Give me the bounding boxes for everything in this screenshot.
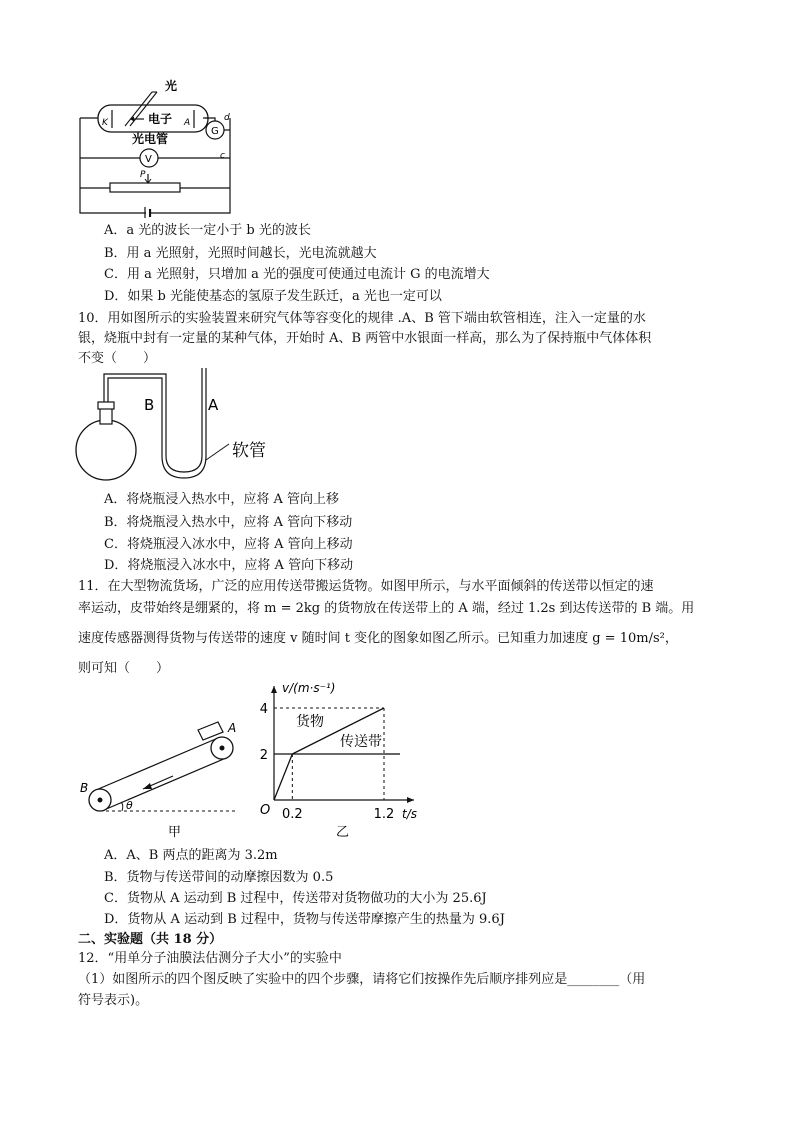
y-tick-4: 4 [259,702,268,717]
q11-option-a: A．A、B 两点的距离为 3.2m [104,848,278,863]
cathode-k-label: K [102,118,108,128]
q9-option-c: C．用 a 光照射，只增加 a 光的强度可使通过电流计 G 的电流增大 [104,267,490,282]
velocity-time-chart [252,680,422,840]
x-axis-label: t/s [402,807,417,821]
p-label: P [140,170,146,180]
theta-label: θ [126,799,133,812]
x-tick-0.2: 0.2 [281,807,303,822]
q10-option-c: C．将烧瓶浸入冰水中，应将 A 管向上移动 [104,537,353,552]
q10-option-d: D．将烧瓶浸入冰水中，应将 A 管向下移动 [104,558,354,573]
y-axis-label: v/(m·s⁻¹) [282,681,336,695]
q11-stem-line-4: 则可知（ ） [78,661,170,676]
hose-label: 软管 [232,441,266,461]
belt-caption: 甲 [168,825,182,840]
section2-heading: 二、实验题（共 18 分） [78,932,223,947]
q10-option-a: A．将烧瓶浸入热水中，应将 A 管向上移 [104,492,340,507]
chart-series [274,708,400,800]
d-label: d [224,113,230,123]
anode-a-label: A [184,118,191,128]
q9-option-b: B．用 a 光照射，光照时间越长，光电流就越大 [104,246,377,261]
belt-a-label: A [228,721,237,735]
light-label: 光 [165,79,178,93]
graph-caption: 乙 [336,825,350,840]
belt-series-label: 传送带 [340,734,382,750]
flask [76,420,136,480]
q11-stem-line-2: 率运动，皮带始终是绷紧的，将 m = 2kg 的货物放在传送带上的 A 端，经过 1.2s 到达传送带的 B 端。用 [78,601,695,616]
q12-part1-line-2: 符号表示)。 [78,993,149,1008]
tube-b-label: B [144,396,155,414]
conveyor-belt-figure [78,712,248,840]
q9-option-a: A．a 光的波长一定小于 b 光的波长 [104,223,311,238]
tube-label: 光电管 [132,132,169,146]
q11-option-d: D．货物从 A 运动到 B 过程中，货物与传送带摩擦产生的热量为 9.6J [104,912,505,927]
y-tick-2: 2 [259,748,268,763]
q10-stem-line-3: 不变（ ） [78,351,157,366]
rheostat [110,183,180,192]
q10-option-b: B．将烧瓶浸入热水中，应将 A 管向下移动 [104,515,353,530]
tube-a-label: A [208,396,219,414]
c-label: c [220,151,225,161]
q10-stem-line-2: 银，烧瓶中封有一定量的某种气体，开始时 A、B 两管中水银面一样高，那么为了保持瓶中气体体积 [78,331,652,346]
photoelectric-circuit-figure [70,78,240,218]
q9-option-d: D．如果 b 光能使基态的氢原子发生跃迁，a 光也一定可以 [104,289,442,304]
q12-title: 12．“用单分子油膜法估测分子大小”的实验中 [78,951,342,966]
q11-option-c: C．货物从 A 运动到 B 过程中，传送带对货物做功的大小为 25.6J [104,891,487,906]
flask-u-tube-figure [74,368,274,486]
q11-stem-line-1: 11．在大型物流货场，广泛的应用传送带搬运货物。如图甲所示，与水平面倾斜的传送带以恒定的速 [78,579,654,594]
q11-stem-line-3: 速度传感器测得货物与传送带的速度 v 随时间 t 变化的图象如图乙所示。已知重力加速度 g = 10m/s²， [78,631,678,646]
cargo-series-label: 货物 [296,714,324,730]
q12-part1-line-1: （1）如图所示的四个图反映了实验中的四个步骤，请将它们按操作先后顺序排列应是________（用 [78,972,646,987]
origin-label: O [260,803,271,818]
g-label: G [211,126,219,137]
belt-b-label: B [80,781,89,795]
chart-labels [260,681,417,840]
q10-stem-line-1: 10．用如图所示的实验装置来研究气体等容变化的规律 .A、B 管下端由软管相连，注入一定量的水 [78,311,646,326]
electron-label: 电子 [148,112,173,126]
q11-option-b: B．货物与传送带间的动摩擦因数为 0.5 [104,870,334,885]
x-tick-1.2: 1.2 [373,807,395,822]
v-label: V [145,154,152,165]
